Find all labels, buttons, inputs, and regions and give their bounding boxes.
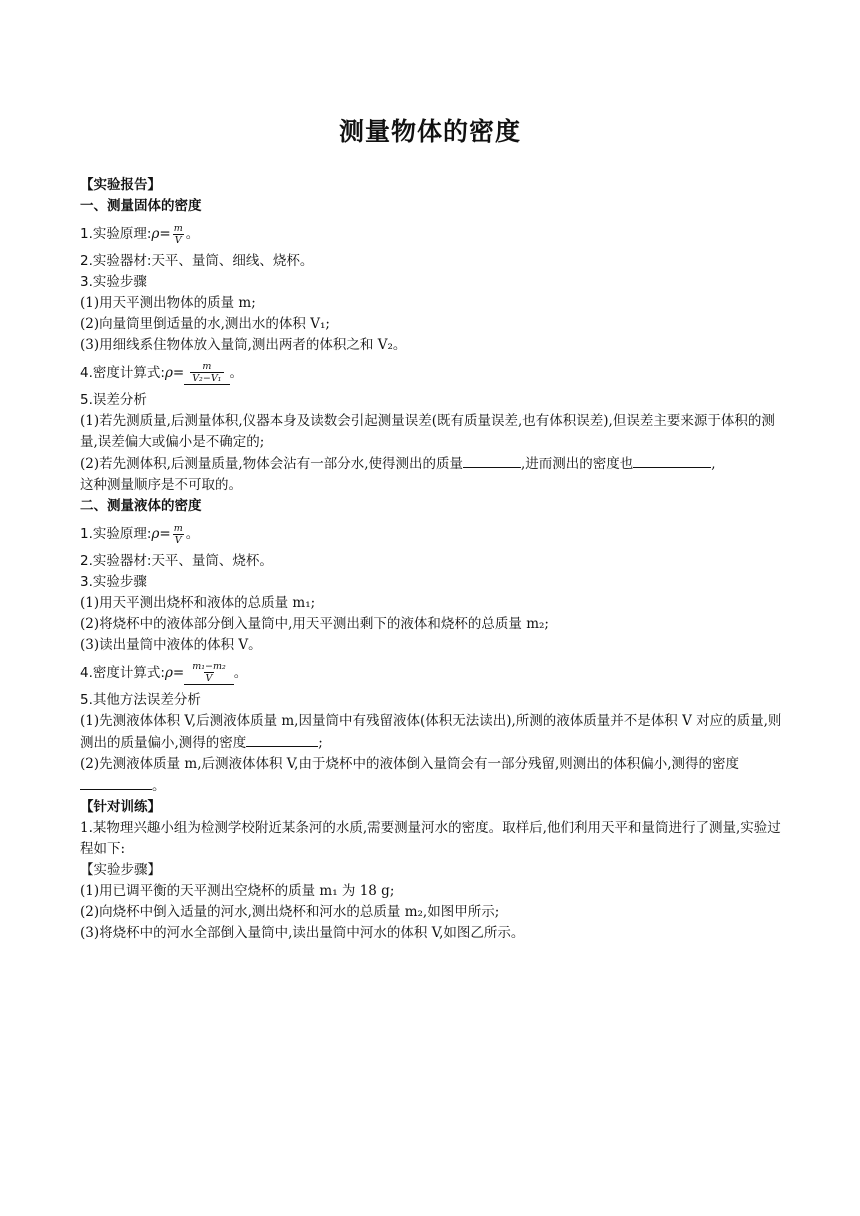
liquid-principle-denominator: V [174,534,182,546]
solid-error-1: (1)若先测质量,后测量体积,仪器本身及读数会引起测量误差(既有质量误差,也有体积误差),但误差主要来源于体积的测量,误差偏大或偏小是不确定的; [80,413,775,450]
solid-calc-label: 4.密度计算式: [80,364,165,381]
solid-calc-rho: ρ= [164,364,185,381]
solid-calc-numerator: m [202,361,212,372]
liquid-error-label: 5.其他方法误差分析 [80,692,201,708]
liquid-step-1: (1)用天平测出烧杯和液体的总质量 m₁; [80,595,316,611]
liquid-calc-rho: ρ= [164,664,185,681]
solid-error-2 [80,453,783,475]
liquid-error-2 [80,754,783,797]
solid-mass-blank[interactable] [463,453,521,468]
page-title: 测量物体的密度 [338,117,521,146]
liquid-error-1a: (1)先测液体体积 V,后测液体质量 m,因量筒中有残留液体(体积无法读出),所测的液体质量并不是体积 V 对应的质量,则测出的质量偏小,测得的密度 [80,713,782,751]
liquid-equipment [80,551,783,572]
liquid-calc-label: 4.密度计算式: [80,664,165,681]
document-body [80,175,783,944]
solid-error-2-cont: 这种测量顺序是不可取的。 [80,477,242,493]
training-step-3: (3)将烧杯中的河水全部倒入量筒中,读出量筒中河水的体积 V,如图乙所示。 [80,925,525,941]
liquid-principle-end: 。 [185,525,200,542]
liquid-calc-end: 。 [233,664,248,681]
solid-calc-answer [184,361,229,385]
solid-step-3: (3)用细线系住物体放入量筒,测出两者的体积之和 V₂。 [80,337,407,353]
solid-steps-label: 3.实验步骤 [80,274,147,290]
solid-step-1: (1)用天平测出物体的质量 m; [80,295,256,311]
solid-calc [80,356,783,390]
liquid-calc-fraction [190,661,228,684]
liquid-density-blank-1[interactable] [246,732,318,747]
solid-calc-end: 。 [229,364,243,381]
solid-principle-numerator: m [173,222,183,234]
solid-principle [80,217,783,251]
liquid-error-1b: ; [318,735,323,751]
liquid-calc-numerator: m₁−m₂ [192,661,226,672]
liquid-principle-numerator: m [173,522,183,534]
solid-error-2a: (2)若先测体积,后测量质量,物体会沾有一部分水,使得测出的质量 [80,456,463,472]
liquid-section-heading: 二、测量液体的密度 [80,498,202,514]
liquid-principle [80,517,783,551]
solid-section-heading: 一、测量固体的密度 [80,198,202,214]
solid-principle-end: 。 [185,225,200,242]
training-question-1: 1.某物理兴趣小组为检测学校附近某条河的水质,需要测量河水的密度。取样后,他们利用天平和量筒进行了测量,实验过程如下: [80,820,781,857]
solid-principle-denominator: V [174,234,182,246]
liquid-equipment-label: 2.实验器材: [80,553,152,569]
liquid-error-2b: 。 [152,778,166,794]
liquid-steps-label: 3.实验步骤 [80,574,147,590]
solid-error-2b: ,进而测出的密度也 [521,456,634,472]
liquid-error-1 [80,711,783,754]
liquid-principle-fraction [172,523,185,546]
training-heading: 【针对训练】 [80,799,161,815]
solid-error-label: 5.误差分析 [80,392,147,408]
solid-equipment-label: 2.实验器材: [80,253,152,269]
liquid-calc [80,656,783,690]
solid-density-blank[interactable] [633,453,711,468]
liquid-principle-label: 1.实验原理: [80,525,152,542]
liquid-principle-rho: ρ= [151,525,171,542]
solid-calc-fraction [190,361,223,384]
liquid-equipment-text: 天平、量筒、烧杯。 [151,553,273,569]
liquid-step-3: (3)读出量筒中液体的体积 V。 [80,637,262,653]
liquid-density-blank-2[interactable] [80,775,152,790]
solid-principle-rho: ρ= [151,225,171,242]
liquid-step-2: (2)将烧杯中的液体部分倒入量筒中,用天平测出剩下的液体和烧杯的总质量 m₂; [80,616,549,632]
solid-calc-denominator: V₂−V₁ [192,373,222,384]
solid-equipment [80,251,783,272]
report-heading: 【实验报告】 [80,177,161,193]
liquid-calc-denominator: V [205,673,213,684]
training-step-2: (2)向烧杯中倒入适量的河水,测出烧杯和河水的总质量 m₂,如图甲所示; [80,904,500,920]
liquid-calc-answer [184,661,234,685]
training-steps-heading: 【实验步骤】 [80,862,161,878]
solid-step-2: (2)向量筒里倒适量的水,测出水的体积 V₁; [80,316,330,332]
solid-principle-fraction [172,223,185,246]
liquid-error-2a: (2)先测液体质量 m,后测液体体积 V,由于烧杯中的液体倒入量筒会有一部分残留,则测出的体积偏小,测得的密度 [80,756,740,772]
solid-principle-label: 1.实验原理: [80,225,152,242]
solid-error-2c: , [711,456,716,472]
solid-equipment-text: 天平、量筒、细线、烧杯。 [151,253,314,269]
training-step-1: (1)用已调平衡的天平测出空烧杯的质量 m₁ 为 18 g; [80,883,395,899]
